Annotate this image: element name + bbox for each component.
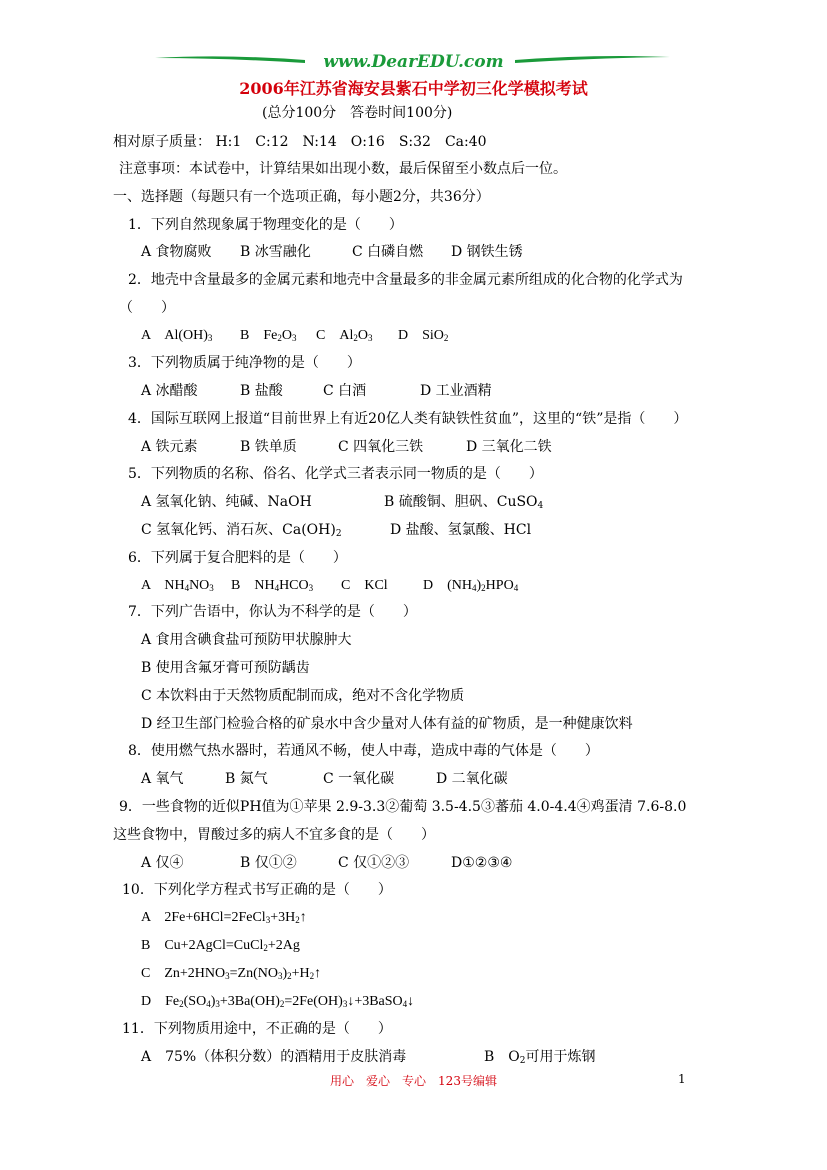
q8-option-d: D 二氧化碳 <box>436 771 508 787</box>
q4-option-a: A 铁元素 <box>141 439 198 455</box>
q10-option-b: B Cu+2AgCl=CuCl$_2$+2Ag <box>141 938 300 953</box>
q6-option-d: D $(NH_4)_2HPO_4$ <box>423 578 519 593</box>
page-number: 1 <box>678 1072 686 1086</box>
notice-line: 注意事项：本试卷中，计算结果如出现小数，最后保留至小数点后一位。 <box>119 161 567 177</box>
question-6-stem: 6．下列属于复合肥料的是（ ） <box>128 550 347 566</box>
q7-option-d: D 经卫生部门检验合格的矿泉水中含少量对人体有益的矿物质，是一种健康饮料 <box>141 716 633 732</box>
q6-option-c: C KCl <box>341 578 388 593</box>
question-7-stem: 7．下列广告语中，你认为不科学的是（ ） <box>128 604 417 620</box>
question-1-stem: 1．下列自然现象属于物理变化的是（ ） <box>128 217 403 233</box>
q1-option-b: B 冰雪融化 <box>240 244 311 260</box>
q9-option-c: C 仅①②③ <box>338 855 410 871</box>
atomic-mass-line: 相对原子质量： H:1 C:12 N:14 O:16 S:32 Ca:40 <box>113 134 487 150</box>
q8-option-c: C 一氧化碳 <box>323 771 395 787</box>
q3-option-a: A 冰醋酸 <box>141 383 198 399</box>
section-heading: 一、选择题（每题只有一个选项正确，每小题2分，共36分） <box>113 189 490 205</box>
site-logo[interactable]: www.DearEDU.com <box>323 52 504 72</box>
q2-option-d: D SiO$_2$ <box>398 328 449 343</box>
q2-option-c: C $Al_2O_3$ <box>316 328 373 343</box>
q1-option-c: C 白磷自燃 <box>352 244 424 260</box>
q1-option-d: D 钢铁生锈 <box>451 244 523 260</box>
question-9-stem-cont: 这些食物中，胃酸过多的病人不宜多食的是（ ） <box>113 827 435 843</box>
q1-option-a: A 食物腐败 <box>141 244 212 260</box>
q4-option-b: B 铁单质 <box>240 439 297 455</box>
q3-option-c: C 白酒 <box>323 383 367 399</box>
q4-option-c: C 四氧化三铁 <box>338 439 424 455</box>
q5-option-a: A 氢氧化钠、纯碱、NaOH <box>141 494 312 510</box>
q2-option-a: A $Al(OH)_3$ <box>141 328 213 343</box>
q9-option-d: D①②③④ <box>451 855 513 871</box>
q7-option-b: B 使用含氟牙膏可预防龋齿 <box>141 660 310 676</box>
q7-option-a: A 食用含碘食盐可预防甲状腺肿大 <box>141 632 352 648</box>
q3-option-b: B 盐酸 <box>240 383 283 399</box>
q2-answer-paren: （ ） <box>119 300 175 316</box>
q2-option-b: B $Fe_2O_3$ <box>240 328 297 343</box>
q9-option-a: A 仅④ <box>141 855 184 871</box>
q6-option-b: B $NH_4HCO_3$ <box>231 578 314 593</box>
q5-option-d: D 盐酸、氢氯酸、HCl <box>390 522 532 538</box>
question-3-stem: 3．下列物质属于纯净物的是（ ） <box>128 355 361 371</box>
q7-option-c: C 本饮料由于天然物质配制而成，绝对不含化学物质 <box>141 688 465 704</box>
page-footer: 用心 爱心 专心 123号编辑 <box>330 1074 497 1088</box>
q9-option-b: B 仅①② <box>240 855 297 871</box>
q8-option-b: B 氮气 <box>225 771 268 787</box>
q5-option-b: B 硫酸铜、胆矾、CuSO$_4$ <box>384 494 544 511</box>
question-2-stem: 2．地壳中含量最多的金属元素和地壳中含量最多的非金属元素所组成的化合物的化学式为 <box>128 272 683 288</box>
page-title: 2006年江苏省海安县紫石中学初三化学模拟考试 <box>239 79 588 98</box>
q10-option-a: A $2Fe+6HCl=2FeCl_3+3H_2↑$ <box>141 910 307 925</box>
q11-option-b: B $O_2$可用于炼钢 <box>484 1049 596 1066</box>
q8-option-a: A 氧气 <box>141 771 184 787</box>
q10-option-c: C $Zn+2HNO_3=Zn(NO_3)_2+H_2↑$ <box>141 966 322 981</box>
question-5-stem: 5．下列物质的名称、俗名、化学式三者表示同一物质的是（ ） <box>128 466 543 482</box>
q4-option-d: D 三氧化二铁 <box>466 439 552 455</box>
q10-option-d: D $Fe_2(SO_4)_3+3Ba(OH)_2=2Fe(OH)_3↓+3BaSO_4↓$ <box>141 994 415 1009</box>
q3-option-d: D 工业酒精 <box>420 383 492 399</box>
question-9-stem: 9．一些食物的近似PH值为①苹果 2.9-3.3②葡萄 3.5-4.5③蕃茄 4.0-4.4④鸡蛋清 7.6-8.0 <box>119 799 687 815</box>
question-11-stem: 11．下列物质用途中，不正确的是（ ） <box>122 1021 392 1037</box>
q6-option-a: A $NH_4NO_3$ <box>141 578 214 593</box>
question-8-stem: 8．使用燃气热水器时，若通风不畅，使人中毒，造成中毒的气体是（ ） <box>128 743 599 759</box>
q5-option-c: C 氢氧化钙、消石灰、$Ca(OH)_2$ <box>141 522 342 539</box>
question-4-stem: 4．国际互联网上报道“目前世界上有近20亿人类有缺铁性贫血”，这里的“铁”是指（ ） <box>128 411 688 427</box>
exam-info: (总分100分 答卷时间100分) <box>262 105 453 121</box>
q11-option-a: A 75%（体积分数）的酒精用于皮肤消毒 <box>141 1049 407 1065</box>
question-10-stem: 10．下列化学方程式书写正确的是（ ） <box>122 882 392 898</box>
